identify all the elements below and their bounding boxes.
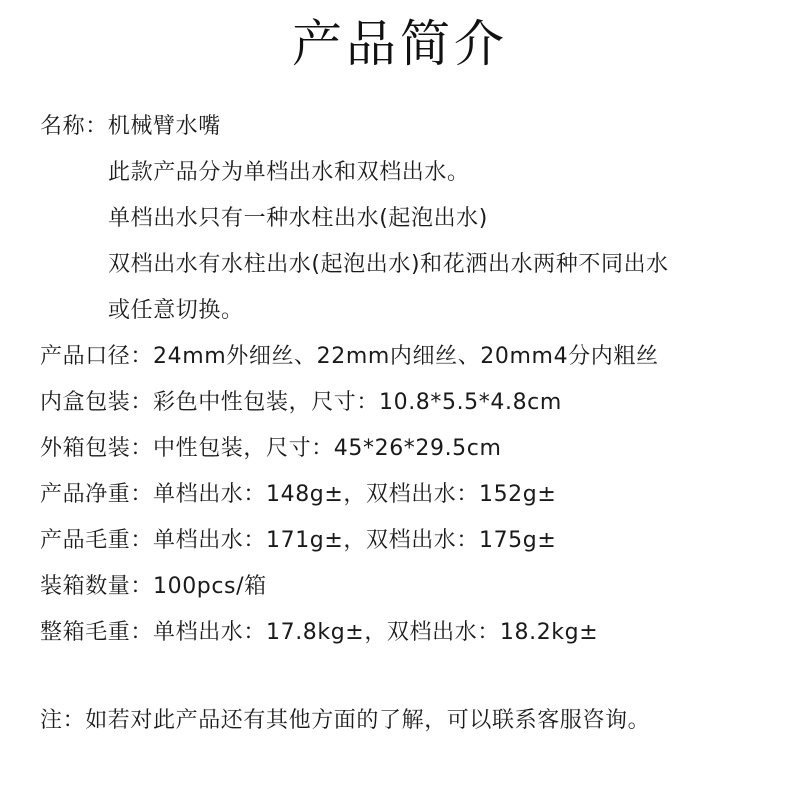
description-line-1: 此款产品分为单档出水和双档出水。 xyxy=(108,160,470,185)
caliber-spec-line: 产品口径：24mm外细丝、22mm内细丝、20mm4分内粗丝 xyxy=(40,344,659,369)
inner-box-packaging-line: 内盒包装：彩色中性包装，尺寸：10.8*5.5*4.8cm xyxy=(40,390,562,415)
description-line-2: 单档出水只有一种水柱出水(起泡出水) xyxy=(108,206,488,231)
gross-weight-line: 产品毛重：单档出水：171g±，双档出水：175g± xyxy=(40,528,557,553)
description-line-4: 或任意切换。 xyxy=(108,298,244,323)
outer-carton-packaging-line: 外箱包装：中性包装，尺寸：45*26*29.5cm xyxy=(40,436,502,461)
product-name-line: 名称：机械臂水嘴 xyxy=(40,114,221,139)
packing-quantity-line: 装箱数量：100pcs/箱 xyxy=(40,574,267,599)
contact-note-line: 注：如若对此产品还有其他方面的了解，可以联系客服咨询。 xyxy=(40,708,651,733)
net-weight-line: 产品净重：单档出水：148g±，双档出水：152g± xyxy=(40,482,557,507)
description-line-3: 双档出水有水柱出水(起泡出水)和花洒出水两种不同出水 xyxy=(108,252,669,277)
carton-gross-weight-line: 整箱毛重：单档出水：17.8kg±，双档出水：18.2kg± xyxy=(40,620,599,645)
page-title: 产品简介 xyxy=(292,15,508,73)
